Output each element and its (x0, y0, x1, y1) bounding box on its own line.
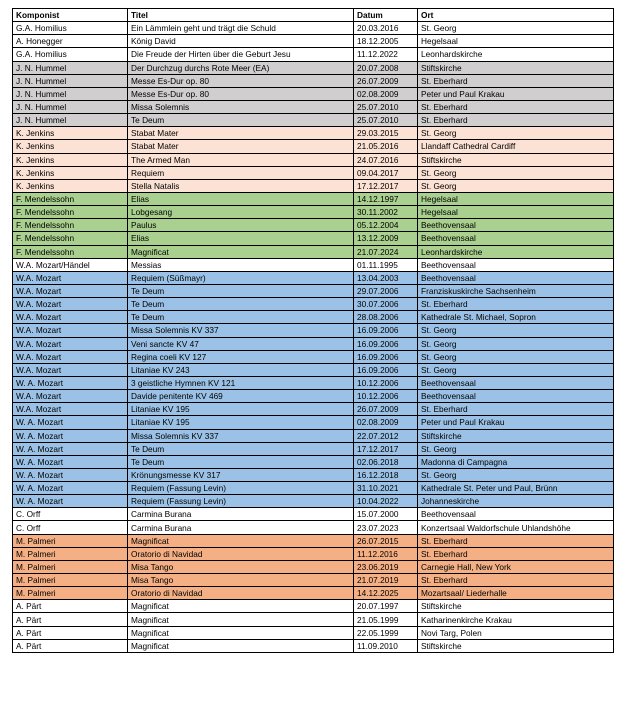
cell-datum: 16.09.2006 (354, 363, 418, 376)
cell-titel: Te Deum (128, 298, 354, 311)
table-row (13, 429, 614, 442)
cell-ort: Hegelsaal (418, 206, 614, 219)
cell-komponist: W. A. Mozart (13, 495, 128, 508)
cell-titel: Carmina Burana (128, 508, 354, 521)
cell-titel: Lobgesang (128, 206, 354, 219)
cell-titel: Magnificat (128, 245, 354, 258)
cell-titel: Oratorio di Navidad (128, 587, 354, 600)
cell-titel: Litaniae KV 243 (128, 363, 354, 376)
cell-komponist: W.A. Mozart (13, 350, 128, 363)
table-row (13, 613, 614, 626)
cell-komponist: A. Pärt (13, 613, 128, 626)
cell-ort: St. Georg (418, 350, 614, 363)
table-row (13, 206, 614, 219)
cell-datum: 10.12.2006 (354, 376, 418, 389)
cell-ort: Franziskuskirche Sachsenheim (418, 284, 614, 297)
cell-titel: Oratorio di Navidad (128, 547, 354, 560)
cell-ort: St. Georg (418, 468, 614, 481)
table-body (13, 22, 614, 653)
cell-datum: 09.04.2017 (354, 166, 418, 179)
table-row (13, 468, 614, 481)
cell-datum: 21.07.2024 (354, 245, 418, 258)
cell-ort: Beethovensaal (418, 508, 614, 521)
table-row (13, 153, 614, 166)
cell-titel: Ein Lämmlein geht und trägt die Schuld (128, 22, 354, 35)
table-row (13, 284, 614, 297)
cell-komponist: W.A. Mozart (13, 363, 128, 376)
cell-komponist: W.A. Mozart (13, 298, 128, 311)
cell-titel: Requiem (Fassung Levin) (128, 482, 354, 495)
cell-datum: 24.07.2016 (354, 153, 418, 166)
cell-ort: Hegelsaal (418, 192, 614, 205)
table-row (13, 311, 614, 324)
cell-titel: Missa Solemnis KV 337 (128, 324, 354, 337)
cell-komponist: K. Jenkins (13, 166, 128, 179)
table-row (13, 140, 614, 153)
cell-ort: Hegelsaal (418, 35, 614, 48)
cell-ort: Beethovensaal (418, 232, 614, 245)
table-row (13, 192, 614, 205)
table-row (13, 350, 614, 363)
table-row (13, 534, 614, 547)
cell-datum: 10.04.2022 (354, 495, 418, 508)
table-row (13, 61, 614, 74)
cell-ort: Kathedrale St. Peter und Paul, Brünn (418, 482, 614, 495)
cell-ort: Mozartsaal/ Liederhalle (418, 587, 614, 600)
cell-titel: Elias (128, 192, 354, 205)
cell-datum: 22.07.2012 (354, 429, 418, 442)
cell-komponist: A. Pärt (13, 639, 128, 652)
table-row (13, 508, 614, 521)
cell-ort: Peter und Paul Krakau (418, 416, 614, 429)
cell-komponist: M. Palmeri (13, 560, 128, 573)
cell-datum: 25.07.2010 (354, 114, 418, 127)
cell-komponist: W. A. Mozart (13, 442, 128, 455)
cell-komponist: W.A. Mozart (13, 324, 128, 337)
cell-datum: 02.08.2009 (354, 416, 418, 429)
cell-komponist: J. N. Hummel (13, 100, 128, 113)
cell-titel: Veni sancte KV 47 (128, 337, 354, 350)
cell-ort: Leonhardskirche (418, 245, 614, 258)
cell-datum: 30.11.2002 (354, 206, 418, 219)
cell-titel: Die Freude der Hirten über die Geburt Jesu (128, 48, 354, 61)
cell-titel: Paulus (128, 219, 354, 232)
table-row (13, 271, 614, 284)
cell-komponist: K. Jenkins (13, 140, 128, 153)
cell-komponist: C. Orff (13, 508, 128, 521)
cell-datum: 02.08.2009 (354, 87, 418, 100)
cell-komponist: W.A. Mozart (13, 271, 128, 284)
cell-komponist: M. Palmeri (13, 547, 128, 560)
cell-titel: Requiem (Süßmayr) (128, 271, 354, 284)
cell-ort: Carnegie Hall, New York (418, 560, 614, 573)
cell-titel: Elias (128, 232, 354, 245)
cell-titel: Stabat Mater (128, 140, 354, 153)
header-titel: Titel (128, 9, 354, 22)
cell-titel: 3 geistliche Hymnen KV 121 (128, 376, 354, 389)
cell-titel: Stella Natalis (128, 179, 354, 192)
cell-datum: 02.06.2018 (354, 455, 418, 468)
table-row (13, 363, 614, 376)
cell-ort: Beethovensaal (418, 376, 614, 389)
cell-komponist: J. N. Hummel (13, 87, 128, 100)
cell-titel: Magnificat (128, 626, 354, 639)
header-row (13, 9, 614, 22)
cell-ort: Stiftskirche (418, 429, 614, 442)
cell-datum: 01.11.1995 (354, 258, 418, 271)
cell-komponist: F. Mendelssohn (13, 219, 128, 232)
cell-komponist: G.A. Homilius (13, 48, 128, 61)
cell-titel: Magnificat (128, 613, 354, 626)
cell-datum: 13.04.2003 (354, 271, 418, 284)
cell-ort: Novi Targ, Polen (418, 626, 614, 639)
cell-komponist: W. A. Mozart (13, 455, 128, 468)
table-row (13, 74, 614, 87)
table-row (13, 232, 614, 245)
table-row (13, 22, 614, 35)
table-row (13, 298, 614, 311)
cell-komponist: F. Mendelssohn (13, 245, 128, 258)
cell-komponist: M. Palmeri (13, 587, 128, 600)
cell-titel: Te Deum (128, 442, 354, 455)
table-row (13, 442, 614, 455)
table-row (13, 87, 614, 100)
table-row (13, 245, 614, 258)
table-row (13, 455, 614, 468)
cell-ort: Kathedrale St. Michael, Sopron (418, 311, 614, 324)
cell-titel: Te Deum (128, 455, 354, 468)
cell-titel: Litaniae KV 195 (128, 416, 354, 429)
cell-titel: Magnificat (128, 600, 354, 613)
cell-titel: Te Deum (128, 284, 354, 297)
table-row (13, 639, 614, 652)
cell-datum: 15.07.2000 (354, 508, 418, 521)
cell-komponist: M. Palmeri (13, 574, 128, 587)
cell-datum: 16.09.2006 (354, 350, 418, 363)
cell-titel: Regina coeli KV 127 (128, 350, 354, 363)
cell-titel: König David (128, 35, 354, 48)
cell-komponist: C. Orff (13, 521, 128, 534)
cell-komponist: W.A. Mozart/Händel (13, 258, 128, 271)
cell-titel: Messe Es-Dur op. 80 (128, 87, 354, 100)
cell-datum: 26.07.2009 (354, 74, 418, 87)
cell-titel: Der Durchzug durchs Rote Meer (EA) (128, 61, 354, 74)
cell-datum: 30.07.2006 (354, 298, 418, 311)
cell-ort: St. Eberhard (418, 298, 614, 311)
cell-ort: St. Georg (418, 22, 614, 35)
cell-titel: Messe Es-Dur op. 80 (128, 74, 354, 87)
cell-titel: Misa Tango (128, 574, 354, 587)
cell-ort: St. Eberhard (418, 74, 614, 87)
cell-ort: St. Eberhard (418, 100, 614, 113)
cell-ort: Konzertsaal Waldorfschule Uhlandshöhe (418, 521, 614, 534)
cell-datum: 16.09.2006 (354, 324, 418, 337)
cell-komponist: F. Mendelssohn (13, 232, 128, 245)
cell-ort: St. Eberhard (418, 403, 614, 416)
cell-komponist: M. Palmeri (13, 534, 128, 547)
cell-ort: St. Georg (418, 179, 614, 192)
cell-ort: Stiftskirche (418, 600, 614, 613)
cell-titel: The Armed Man (128, 153, 354, 166)
cell-ort: Llandaff Cathedral Cardiff (418, 140, 614, 153)
cell-ort: St. Eberhard (418, 547, 614, 560)
cell-komponist: F. Mendelssohn (13, 206, 128, 219)
table-row (13, 376, 614, 389)
table-row (13, 127, 614, 140)
cell-ort: Madonna di Campagna (418, 455, 614, 468)
cell-ort: Beethovensaal (418, 219, 614, 232)
header-datum: Datum (354, 9, 418, 22)
cell-datum: 31.10.2021 (354, 482, 418, 495)
table-row (13, 600, 614, 613)
cell-datum: 16.09.2006 (354, 337, 418, 350)
cell-datum: 20.03.2016 (354, 22, 418, 35)
cell-komponist: J. N. Hummel (13, 61, 128, 74)
table-row (13, 100, 614, 113)
cell-datum: 23.07.2023 (354, 521, 418, 534)
cell-komponist: A. Honegger (13, 35, 128, 48)
cell-datum: 17.12.2017 (354, 442, 418, 455)
table-row (13, 114, 614, 127)
cell-komponist: W.A. Mozart (13, 337, 128, 350)
cell-datum: 17.12.2017 (354, 179, 418, 192)
cell-ort: St. Georg (418, 324, 614, 337)
cell-datum: 20.07.2008 (354, 61, 418, 74)
cell-komponist: K. Jenkins (13, 153, 128, 166)
cell-komponist: G.A. Homilius (13, 22, 128, 35)
cell-ort: Leonhardskirche (418, 48, 614, 61)
cell-ort: Stiftskirche (418, 639, 614, 652)
cell-datum: 29.07.2006 (354, 284, 418, 297)
cell-ort: Beethovensaal (418, 390, 614, 403)
cell-titel: Misa Tango (128, 560, 354, 573)
cell-ort: Stiftskirche (418, 153, 614, 166)
cell-titel: Stabat Mater (128, 127, 354, 140)
cell-titel: Litaniae KV 195 (128, 403, 354, 416)
cell-ort: St. Georg (418, 127, 614, 140)
table-row (13, 574, 614, 587)
cell-titel: Magnificat (128, 534, 354, 547)
cell-datum: 14.12.1997 (354, 192, 418, 205)
cell-titel: Magnificat (128, 639, 354, 652)
cell-komponist: K. Jenkins (13, 179, 128, 192)
cell-titel: Te Deum (128, 311, 354, 324)
cell-ort: Stiftskirche (418, 61, 614, 74)
cell-komponist: W. A. Mozart (13, 376, 128, 389)
table-row (13, 48, 614, 61)
table-row (13, 587, 614, 600)
cell-titel: Messias (128, 258, 354, 271)
table-row (13, 626, 614, 639)
table-row (13, 521, 614, 534)
table-row (13, 390, 614, 403)
cell-datum: 11.12.2022 (354, 48, 418, 61)
table-row (13, 482, 614, 495)
table-row (13, 219, 614, 232)
cell-datum: 11.09.2010 (354, 639, 418, 652)
cell-datum: 05.12.2004 (354, 219, 418, 232)
cell-komponist: W.A. Mozart (13, 311, 128, 324)
cell-ort: St. Georg (418, 337, 614, 350)
cell-titel: Krönungsmesse KV 317 (128, 468, 354, 481)
cell-datum: 25.07.2010 (354, 100, 418, 113)
cell-datum: 29.03.2015 (354, 127, 418, 140)
cell-ort: St. Eberhard (418, 114, 614, 127)
cell-datum: 16.12.2018 (354, 468, 418, 481)
cell-komponist: J. N. Hummel (13, 74, 128, 87)
cell-titel: Requiem (128, 166, 354, 179)
concert-table (12, 8, 614, 653)
table-row (13, 337, 614, 350)
cell-komponist: K. Jenkins (13, 127, 128, 140)
cell-ort: Beethovensaal (418, 271, 614, 284)
cell-datum: 21.05.2016 (354, 140, 418, 153)
cell-komponist: W.A. Mozart (13, 403, 128, 416)
header-komponist: Komponist (13, 9, 128, 22)
cell-datum: 14.12.2025 (354, 587, 418, 600)
cell-datum: 21.05.1999 (354, 613, 418, 626)
cell-titel: Missa Solemnis (128, 100, 354, 113)
cell-datum: 18.12.2005 (354, 35, 418, 48)
cell-ort: Johanneskirche (418, 495, 614, 508)
cell-ort: Beethovensaal (418, 258, 614, 271)
header-ort: Ort (418, 9, 614, 22)
cell-ort: Peter und Paul Krakau (418, 87, 614, 100)
table-row (13, 35, 614, 48)
cell-ort: St. Eberhard (418, 534, 614, 547)
cell-datum: 21.07.2019 (354, 574, 418, 587)
cell-komponist: F. Mendelssohn (13, 192, 128, 205)
table-row (13, 495, 614, 508)
cell-datum: 26.07.2009 (354, 403, 418, 416)
cell-komponist: A. Pärt (13, 600, 128, 613)
cell-komponist: W. A. Mozart (13, 468, 128, 481)
cell-komponist: A. Pärt (13, 626, 128, 639)
table-row (13, 179, 614, 192)
cell-ort: Katharinenkirche Krakau (418, 613, 614, 626)
cell-datum: 28.08.2006 (354, 311, 418, 324)
cell-ort: St. Georg (418, 442, 614, 455)
cell-komponist: J. N. Hummel (13, 114, 128, 127)
cell-titel: Carmina Burana (128, 521, 354, 534)
cell-komponist: W.A. Mozart (13, 390, 128, 403)
cell-ort: St. Eberhard (418, 574, 614, 587)
cell-ort: St. Georg (418, 363, 614, 376)
table-row (13, 560, 614, 573)
table-row (13, 166, 614, 179)
cell-datum: 11.12.2016 (354, 547, 418, 560)
cell-datum: 26.07.2015 (354, 534, 418, 547)
cell-titel: Davide penitente KV 469 (128, 390, 354, 403)
cell-datum: 10.12.2006 (354, 390, 418, 403)
cell-komponist: W. A. Mozart (13, 482, 128, 495)
cell-datum: 20.07.1997 (354, 600, 418, 613)
cell-datum: 13.12.2009 (354, 232, 418, 245)
cell-datum: 22.05.1999 (354, 626, 418, 639)
table-row (13, 547, 614, 560)
table-row (13, 416, 614, 429)
cell-komponist: W. A. Mozart (13, 416, 128, 429)
cell-datum: 23.06.2019 (354, 560, 418, 573)
table-row (13, 258, 614, 271)
cell-titel: Requiem (Fassung Levin) (128, 495, 354, 508)
table-row (13, 403, 614, 416)
table-row (13, 324, 614, 337)
cell-komponist: W. A. Mozart (13, 429, 128, 442)
cell-titel: Missa Solemnis KV 337 (128, 429, 354, 442)
cell-komponist: W.A. Mozart (13, 284, 128, 297)
cell-titel: Te Deum (128, 114, 354, 127)
cell-ort: St. Georg (418, 166, 614, 179)
